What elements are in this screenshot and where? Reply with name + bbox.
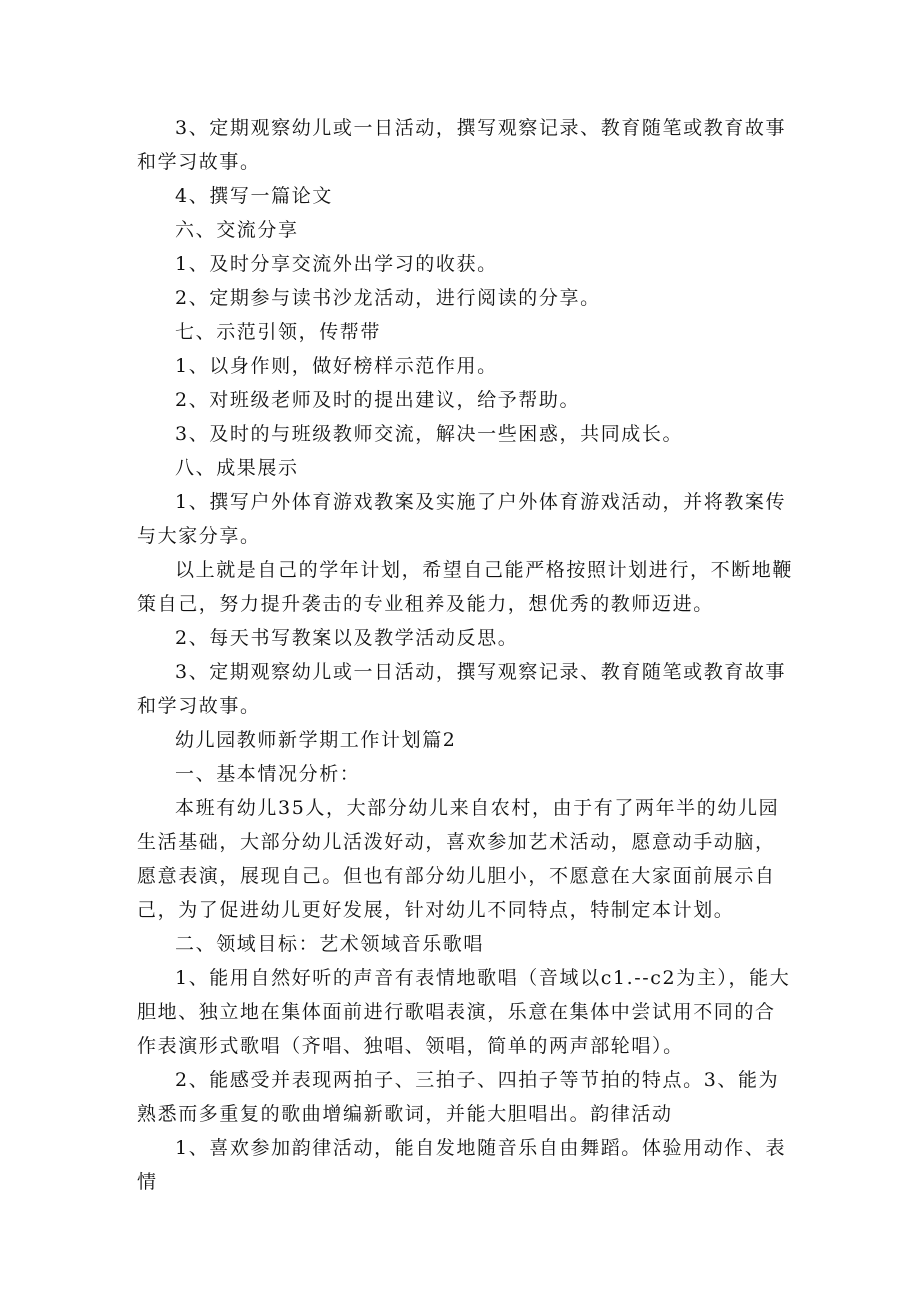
paragraph: 1、撰写户外体育游戏教案及实施了户外体育游戏活动，并将教案传与大家分享。	[137, 491, 787, 547]
section-heading: 二、领域目标：艺术领域音乐歌唱	[175, 933, 485, 955]
paragraph: 4、撰写一篇论文	[175, 185, 333, 207]
paragraph: 2、每天书写教案以及教学活动反思。	[175, 627, 519, 649]
section-heading: 七、示范引领，传帮带	[175, 321, 382, 343]
article-title: 幼儿园教师新学期工作计划篇2	[175, 729, 457, 751]
section-heading: 八、成果展示	[175, 457, 299, 479]
paragraph: 2、定期参与读书沙龙活动，进行阅读的分享。	[175, 287, 601, 309]
paragraph: 1、喜欢参加韵律活动，能自发地随音乐自由舞蹈。体验用动作、表情	[137, 1137, 787, 1193]
section-heading: 六、交流分享	[175, 219, 299, 241]
section-heading: 一、基本情况分析：	[175, 763, 361, 785]
paragraph: 3、定期观察幼儿或一日活动，撰写观察记录、教育随笔或教育故事和学习故事。	[137, 117, 787, 173]
paragraph: 本班有幼儿35人，大部分幼儿来自农村，由于有了两年半的幼儿园生活基础，大部分幼儿活泼好动，喜欢参加艺术活动，愿意动手动脑，愿意表演，展现自己。但也有部分幼儿胆小，不愿意在大家面前展示自己，为了促进幼儿更好发展，针对幼儿不同特点，特制定本计划。	[137, 797, 780, 921]
paragraph: 1、及时分享交流外出学习的收获。	[175, 253, 498, 275]
document-body	[137, 111, 793, 1199]
paragraph: 2、对班级老师及时的提出建议，给予帮助。	[175, 389, 581, 411]
paragraph: 2、能感受并表现两拍子、三拍子、四拍子等节拍的特点。3、能为熟悉而多重复的歌曲增编新歌词，并能大胆唱出。韵律活动	[137, 1069, 780, 1125]
paragraph: 3、定期观察幼儿或一日活动，撰写观察记录、教育随笔或教育故事和学习故事。	[137, 661, 787, 717]
paragraph: 1、以身作则，做好榜样示范作用。	[175, 355, 498, 377]
paragraph: 以上就是自己的学年计划，希望自己能严格按照计划进行，不断地鞭策自己，努力提升袭击的专业租养及能力，想优秀的教师迈进。	[137, 559, 794, 615]
paragraph: 1、能用自然好听的声音有表情地歌唱（音域以c1.--c2为主），能大胆地、独立地在集体面前进行歌唱表演，乐意在集体中尝试用不同的合作表演形式歌唱（齐唱、独唱、领唱，简单的两声部轮唱）。	[137, 967, 791, 1057]
paragraph: 3、及时的与班级教师交流，解决一些困惑，共同成长。	[175, 423, 684, 445]
